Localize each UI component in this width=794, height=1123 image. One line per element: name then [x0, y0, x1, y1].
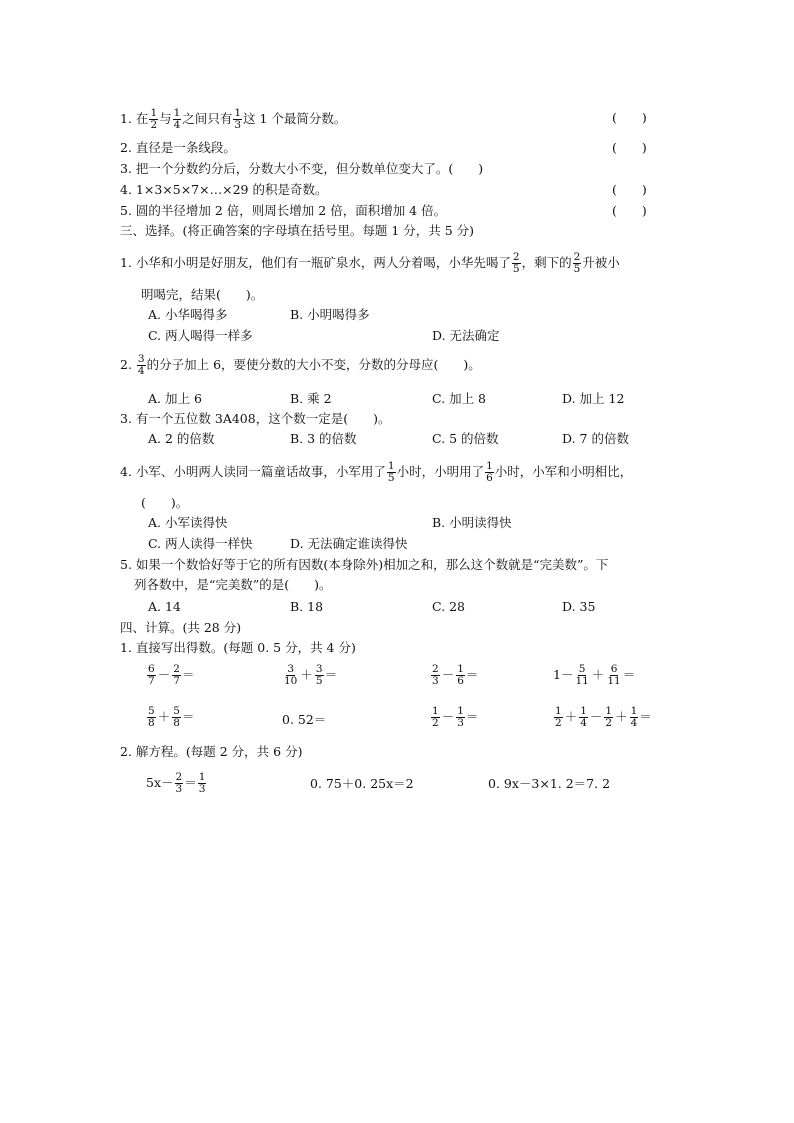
fraction: $\frac{1}{2}$	[150, 107, 158, 131]
fraction: $\frac{1}{3}$	[234, 107, 242, 131]
fraction: $\frac{1}{4}$	[173, 107, 181, 131]
oral-calc-4: 1－ $\frac{5}{11}$ ＋ $\frac{6}{11}$ ＝	[553, 663, 636, 687]
equation-2: 0. 75＋0. 25x＝2	[310, 776, 414, 791]
judge-q5: 5. 圆的半径增加 2 倍，则周长增加 2 倍，面积增加 4 倍。	[120, 203, 447, 218]
fraction: $\frac{1}{5}$	[387, 460, 395, 484]
calc-part2-title: 2. 解方程。(每题 2 分，共 6 分)	[120, 744, 303, 759]
oral-calc-8: $\frac{1}{2}$ ＋ $\frac{1}{4}$ － $\frac{1}{2}$ ＋ $\frac{1}{4}$ ＝	[555, 705, 652, 729]
option-b[interactable]: B. 乘 2	[290, 391, 332, 406]
oral-calc-6: 0. 52＝	[282, 712, 327, 727]
answer-paren[interactable]: ( )	[612, 140, 647, 155]
option-a[interactable]: A. 加上 6	[148, 391, 202, 406]
oral-calc-1: $\frac{6}{7}$ － $\frac{2}{7}$ ＝	[148, 663, 195, 687]
option-d[interactable]: D. 无法确定	[432, 328, 500, 343]
choice-q1-line2: 明喝完，结果( )。	[141, 287, 264, 302]
equation-1: 5x－ $\frac{2}{3}$ ＝ $\frac{1}{3}$	[146, 771, 206, 795]
option-d[interactable]: D. 35	[562, 599, 596, 614]
equation-3: 0. 9x－3×1. 2＝7. 2	[488, 776, 611, 791]
option-c[interactable]: C. 5 的倍数	[432, 431, 499, 446]
oral-calc-3: $\frac{2}{3}$ － $\frac{1}{6}$ ＝	[432, 663, 479, 687]
choice-q2: 2. $\frac{3}{4}$ 的分子加上 6，要使分数的大小不变，分数的分母应( )。	[120, 353, 481, 377]
choice-q1: 1. 小华和小明是好朋友，他们有一瓶矿泉水，两人分着喝，小华先喝了 $\frac{2}{5}$ ，剩下的 $\frac{2}{5}$ 升被小	[120, 251, 620, 275]
option-a[interactable]: A. 14	[148, 599, 181, 614]
option-c[interactable]: C. 两人喝得一样多	[148, 328, 253, 343]
calc-part1-title: 1. 直接写出得数。(每题 0. 5 分，共 4 分)	[120, 640, 356, 655]
fraction: $\frac{1}{6}$	[486, 460, 493, 484]
fraction: $\frac{3}{4}$	[137, 353, 145, 377]
oral-calc-7: $\frac{1}{2}$ － $\frac{1}{3}$ ＝	[432, 705, 479, 729]
answer-paren[interactable]: ( )	[612, 182, 647, 197]
judge-q1: 1. 在 $\frac{1}{2}$ 与 $\frac{1}{4}$ 之间只有 $\frac{1}{3}$ 这 1 个最简分数。	[120, 107, 347, 131]
option-c[interactable]: C. 两人读得一样快	[148, 536, 253, 551]
choice-q3: 3. 有一个五位数 3A408，这个数一定是( )。	[120, 411, 391, 426]
option-d[interactable]: D. 无法确定谁读得快	[290, 536, 408, 551]
choice-q4-line2: ( )。	[141, 495, 189, 510]
judge-q3: 3. 把一个分数约分后，分数大小不变，但分数单位变大了。( )	[120, 161, 484, 176]
option-d[interactable]: D. 7 的倍数	[562, 431, 629, 446]
option-a[interactable]: A. 小华喝得多	[148, 307, 228, 322]
option-a[interactable]: A. 小军读得快	[148, 515, 228, 530]
option-b[interactable]: B. 小明喝得多	[290, 307, 370, 322]
option-c[interactable]: C. 加上 8	[432, 391, 486, 406]
judge-q2: 2. 直径是一条线段。	[120, 140, 236, 155]
option-b[interactable]: B. 小明读得快	[432, 515, 512, 530]
oral-calc-2: $\frac{3}{10}$ ＋ $\frac{3}{5}$ ＝	[284, 663, 338, 687]
option-d[interactable]: D. 加上 12	[562, 391, 625, 406]
option-b[interactable]: B. 18	[290, 599, 324, 614]
section-title-calc: 四、计算。(共 28 分)	[120, 620, 242, 635]
answer-paren[interactable]: ( )	[612, 203, 647, 218]
choice-q5: 5. 如果一个数恰好等于它的所有因数(本身除外)相加之和，那么这个数就是“完美数”。下	[120, 557, 609, 572]
answer-paren[interactable]: ( )	[612, 110, 647, 125]
option-a[interactable]: A. 2 的倍数	[148, 431, 215, 446]
fraction: $\frac{2}{5}$	[573, 251, 581, 275]
judge-q4: 4. 1×3×5×7×…×29 的积是奇数。	[120, 182, 328, 197]
fraction: $\frac{2}{5}$	[512, 251, 520, 275]
option-c[interactable]: C. 28	[432, 599, 465, 614]
choice-q5-line2: 列各数中，是“完美数”的是( )。	[134, 577, 332, 592]
oral-calc-5: $\frac{5}{8}$ ＋ $\frac{5}{8}$ ＝	[148, 705, 195, 729]
choice-q4: 4. 小军、小明两人读同一篇童话故事，小军用了 $\frac{1}{5}$ 小时，小明用了 $\frac{1}{6}$ 小时，小军和小明相比，	[120, 460, 633, 484]
section-title-choice: 三、选择。(将正确答案的字母填在括号里。每题 1 分，共 5 分)	[120, 223, 475, 238]
option-b[interactable]: B. 3 的倍数	[290, 431, 357, 446]
